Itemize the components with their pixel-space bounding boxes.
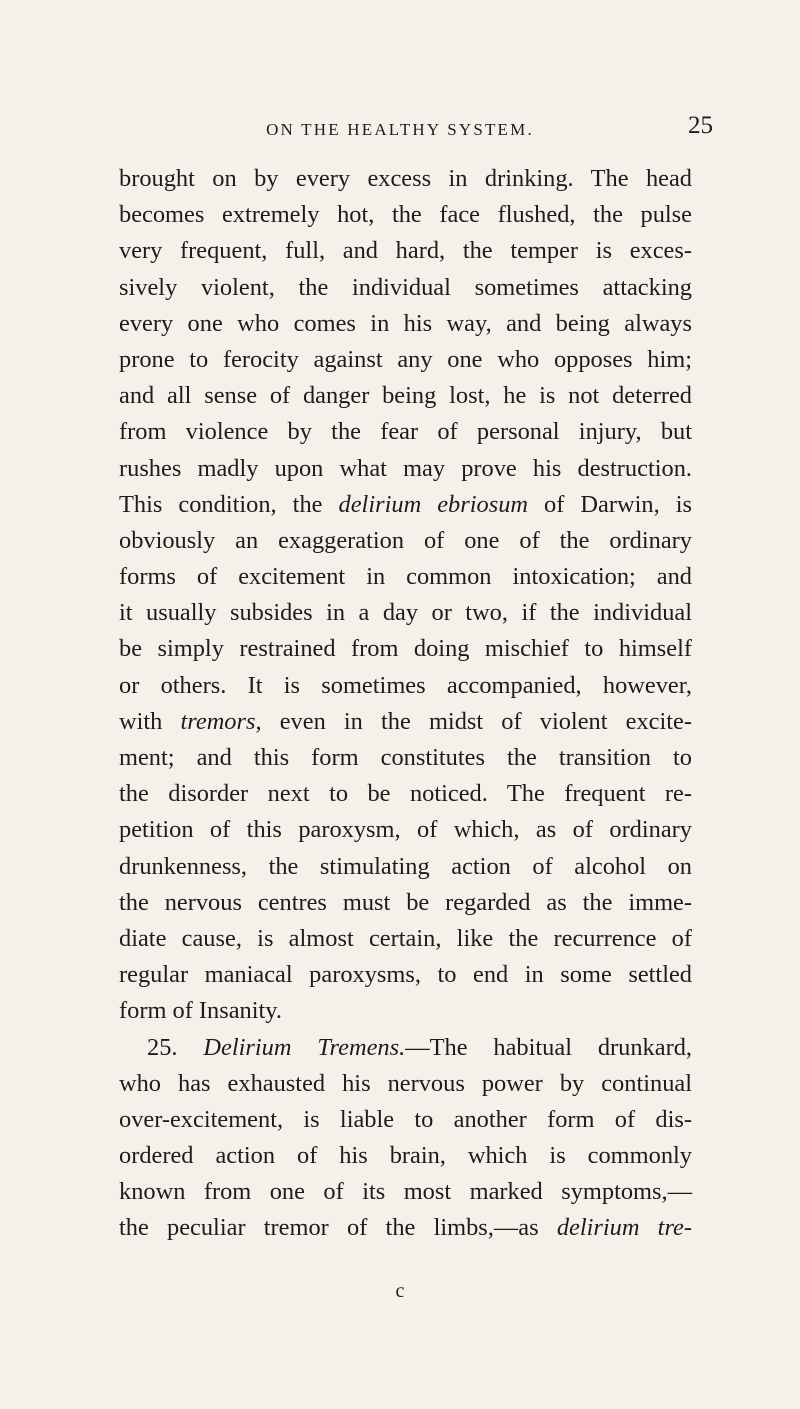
text-line: becomes extremely hot, the face flushed, the pulse [119,201,692,229]
text-line [119,1210,692,1246]
italic-term-delirium-tremens: delirium tre- [556,1214,692,1242]
text-line: forms of excitement in common intoxication; and [119,563,692,591]
text-span: even in the midst of violent excite- [261,707,692,735]
text-line: brought on by every excess in drinking. The head [119,165,692,192]
italic-term-delirium-ebriosum: delirium ebriosum [338,490,529,518]
text-line: form of Insanity. [119,997,283,1025]
text-line: who has exhausted his nervous power by continual [119,1069,692,1097]
text-line: rushes madly upon what may prove his destruction. [119,454,692,482]
text-line: ordered action of his brain, which is commonly [119,1142,692,1170]
text-line-section-heading [119,1030,692,1066]
text-span: This condition, the [119,490,339,518]
text-line: prone to ferocity against any one who opposes him; [119,345,692,373]
running-title: ON THE HEALTHY SYSTEM. [266,120,534,139]
text-line: the disorder next to be noticed. The frequent re- [119,780,692,808]
body-text [119,161,692,1247]
text-line: it usually subsides in a day or two, if the individual [119,599,692,627]
text-line [119,704,692,740]
text-line: regular maniacal paroxysms, to end in some settled [119,961,692,989]
section-number: 25. [147,1033,204,1061]
page-number: 25 [688,112,713,139]
text-line: every one who comes in his way, and being always [119,309,692,337]
text-line: diate cause, is almost certain, like the recurrence of [119,924,692,952]
text-line: obviously an exaggeration of one of the ordinary [119,526,692,554]
text-line: from violence by the fear of personal injury, but [119,418,692,446]
text-line: drunkenness, the stimulating action of alcohol on [119,852,692,880]
text-line [119,487,692,523]
text-line: and all sense of danger being lost, he is not deterred [119,382,692,410]
text-line: very frequent, full, and hard, the temper is exces- [119,237,692,265]
signature-mark: c [395,1280,405,1302]
text-line: ment; and this form constitutes the transition to [119,744,692,771]
text-line: be simply restrained from doing mischief to himself [119,635,692,663]
text-line: known from one of its most marked symptoms,— [119,1178,692,1206]
section-title-delirium-tremens: Delirium Tremens. [203,1033,406,1061]
text-line: sively violent, the individual sometimes attacking [119,273,692,301]
text-line: over-excitement, is liable to another form of dis- [119,1105,692,1133]
text-line: the nervous centres must be regarded as the imme- [119,888,692,916]
italic-term-tremors: tremors, [180,707,262,735]
text-line: or others. It is sometimes accompanied, however, [119,671,692,699]
text-span: the peculiar tremor of the limbs,—as [119,1214,557,1242]
text-span: of Darwin, is [528,490,692,518]
text-line: petition of this paroxysm, of which, as of ordinary [119,816,692,844]
text-span: with [119,707,181,735]
text-span: —The habitual drunkard, [405,1033,692,1061]
running-head [0,112,800,146]
